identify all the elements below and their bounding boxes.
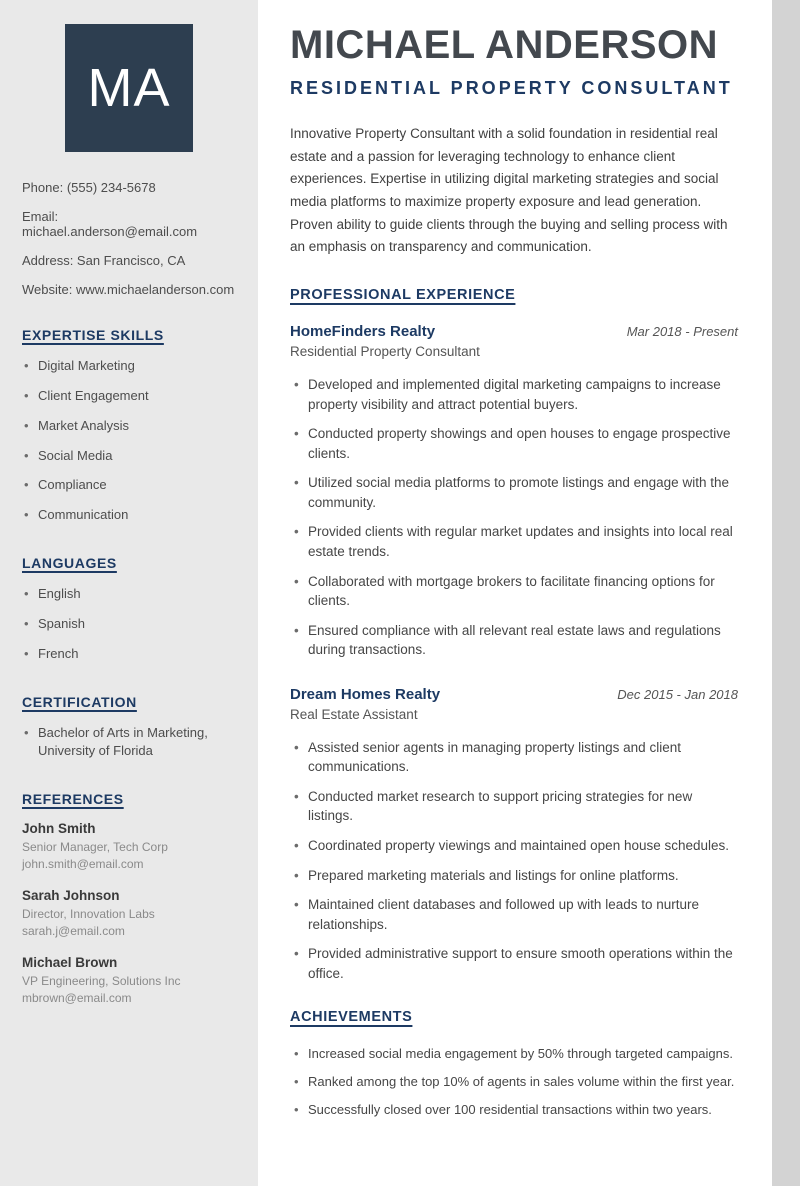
job-bullets bbox=[290, 738, 738, 984]
achievements-heading: ACHIEVEMENTS bbox=[290, 1009, 413, 1026]
job-role: Real Estate Assistant bbox=[290, 706, 418, 722]
languages-list bbox=[22, 585, 236, 664]
reference-role: Senior Manager, Tech Corp bbox=[22, 840, 168, 855]
contact-address: Address: San Francisco, CA bbox=[22, 253, 186, 268]
contact-email: Email: michael.anderson@email.com bbox=[22, 209, 198, 239]
references-heading: REFERENCES bbox=[22, 791, 124, 808]
reference-email: john.smith@email.com bbox=[22, 857, 144, 872]
summary-paragraph: Innovative Property Consultant with a solid foundation in residential real estate and a passion for leveraging technology to enhance client experiences. Expertise in utilizing digital marketing strategies and social media platforms to maximize property exposure and lead generation. Proven ability to guide clients through the buying and selling process with an emphasis on transparency and communication. bbox=[290, 126, 728, 255]
job-bullet: • Developed and implemented digital marketing campaigns to increase property visibility and attract potential buyers. bbox=[290, 375, 738, 414]
job-bullet: • Ensured compliance with all relevant real estate laws and regulations during transactions. bbox=[290, 621, 738, 660]
certification-heading: CERTIFICATION bbox=[22, 693, 137, 710]
page-title: MICHAEL ANDERSON bbox=[290, 23, 719, 67]
languages-heading: LANGUAGES bbox=[22, 555, 117, 572]
reference-email: mbrown@email.com bbox=[22, 991, 132, 1006]
skill-item: • Communication bbox=[22, 506, 236, 525]
company-name: Dream Homes Realty bbox=[290, 685, 441, 703]
reference-email: sarah.j@email.com bbox=[22, 924, 125, 939]
skills-heading: EXPERTISE SKILLS bbox=[22, 327, 164, 343]
certification-item: • Bachelor of Arts in Marketing, University of Florida bbox=[22, 724, 236, 762]
role-subtitle: RESIDENTIAL PROPERTY CONSULTANT bbox=[290, 78, 733, 98]
job-bullet: • Provided clients with regular market updates and insights into local real estate trends. bbox=[290, 522, 738, 561]
contact-website: Website: www.michaelanderson.com bbox=[22, 282, 235, 297]
achievement-item: • Ranked among the top 10% of agents in sales volume within the first year. bbox=[290, 1073, 738, 1092]
monogram-badge bbox=[65, 24, 193, 152]
skills-list bbox=[22, 357, 236, 525]
skill-item: • Digital Marketing bbox=[22, 357, 236, 376]
achievement-item: • Increased social media engagement by 50% through targeted campaigns. bbox=[290, 1045, 738, 1064]
reference-entry bbox=[22, 888, 236, 938]
job-role: Residential Property Consultant bbox=[290, 344, 480, 360]
job-bullet: • Collaborated with mortgage brokers to facilitate financing options for clients. bbox=[290, 572, 738, 611]
job-bullet: • Assisted senior agents in managing property listings and client communications. bbox=[290, 738, 738, 777]
job-header bbox=[290, 323, 738, 340]
skill-item: • Client Engagement bbox=[22, 387, 236, 406]
contact-phone: Phone: (555) 234-5678 bbox=[22, 180, 156, 195]
sidebar bbox=[0, 0, 258, 1186]
language-item: • Spanish bbox=[22, 615, 236, 634]
job-bullet: • Conducted property showings and open houses to engage prospective clients. bbox=[290, 424, 738, 463]
experience-entry bbox=[290, 686, 738, 984]
language-item: • English bbox=[22, 585, 236, 604]
job-bullet: • Maintained client databases and followed up with leads to nurture relationships. bbox=[290, 895, 738, 934]
skill-item: • Social Media bbox=[22, 447, 236, 466]
skill-item: • Market Analysis bbox=[22, 417, 236, 436]
main-content bbox=[258, 0, 772, 1186]
job-header bbox=[290, 686, 738, 703]
skill-item: • Compliance bbox=[22, 476, 236, 495]
achievements-section bbox=[290, 1009, 738, 1120]
reference-entry bbox=[22, 821, 236, 871]
job-bullet: • Provided administrative support to ensure smooth operations within the office. bbox=[290, 944, 738, 983]
job-bullet: • Prepared marketing materials and listings for online platforms. bbox=[290, 866, 738, 886]
job-bullets bbox=[290, 375, 738, 660]
certification-list bbox=[22, 724, 236, 762]
experience-entry bbox=[290, 323, 738, 660]
job-dates: Mar 2018 - Present bbox=[626, 324, 738, 340]
company-name: HomeFinders Realty bbox=[290, 323, 436, 341]
job-bullet: • Utilized social media platforms to promote listings and engage with the community. bbox=[290, 473, 738, 512]
reference-name: Sarah Johnson bbox=[22, 888, 120, 904]
reference-name: John Smith bbox=[22, 821, 96, 837]
monogram-initials: MA bbox=[87, 58, 171, 118]
job-bullet: • Coordinated property viewings and maintained open house schedules. bbox=[290, 836, 738, 856]
reference-role: Director, Innovation Labs bbox=[22, 907, 155, 922]
contact-info bbox=[22, 180, 236, 297]
job-dates: Dec 2015 - Jan 2018 bbox=[617, 686, 738, 702]
job-bullet: • Conducted market research to support pricing strategies for new listings. bbox=[290, 787, 738, 826]
reference-entry bbox=[22, 955, 236, 1005]
reference-role: VP Engineering, Solutions Inc bbox=[22, 974, 181, 989]
reference-name: Michael Brown bbox=[22, 955, 118, 971]
achievements-list bbox=[290, 1045, 738, 1120]
language-item: • French bbox=[22, 645, 236, 664]
achievement-item: • Successfully closed over 100 residential transactions within two years. bbox=[290, 1101, 738, 1120]
experience-heading: PROFESSIONAL EXPERIENCE bbox=[290, 287, 516, 304]
